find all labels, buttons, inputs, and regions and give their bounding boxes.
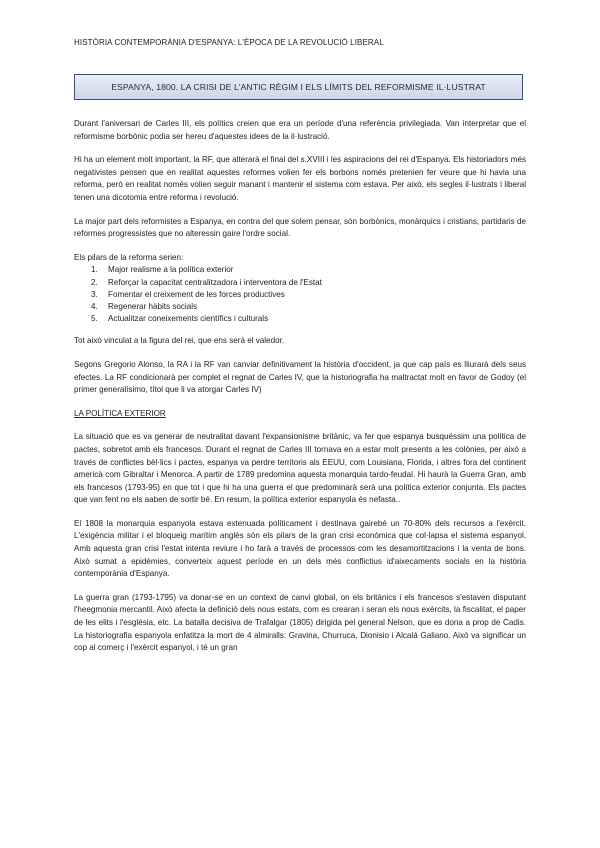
paragraph-5: Tot això vinculat a la figura del rei, que ens serà el valedor. [74,336,285,346]
paragraph-6: Segons Gregorio Alonso, la RA i la RF van canviar definitivament la història d'occident, ja que cap país es lliurarà dels seus efectes. La RF condicionarà per complet el regnat de Carles IV, que la historiografia ha maltractat molt en favor de Godoy (el primer generalísimo, títol que li va atorgar Carles IV) [74,359,526,395]
paragraph-4: Els pilars de la reforma serien: [74,252,184,262]
paragraph-9: La guerra gran (1793-1795) va donar-se en un context de canvi global, on els britànics i els francesos s'estaven disputant l'heegmonia mercantil. Això afecta la definició dels nous estats, com es crearan i seran els nous exèrcits, la fiscalitat, el paper de les elits i l'església, etc. La batalla decisiva de Trafalgar (1805) dirigida pel general Nelson, que es dona a prop de Cadis. La historiografia espanyola enfatitza la mort de 4 almiralls: Gravina, Churruca, Dionisio i Alcalá Galiano. Això va significar un cop al comerç i l'exèrcit espanyol, i té un gran [74,592,526,653]
list-item: 4. Regenerar hàbits socials [100,301,526,313]
paragraph-8: El 1808 la monarquia espanyola estava extenuada políticament i destinava gairebé un 70-80% dels recursos a l'exèrcit. L'exigència militar i el bloqueig marítim anglès són els pilars de la gran crisi econòmica que col·lapsa el sistema espanyol. Amb aquesta gran crisi l'estat intenta reviure i ho farà a través de processos com les desamortitzacions i la venta de bons. Això sumat a epidèmies, converteix aquest període en un dels més conflictius id'aixecaments socials en la història contemporània d'Espanya. [74,518,526,579]
list-item: 5. Actualitzar coneixements científics i culturals [100,313,526,325]
section-heading: LA POLÍTICA EXTERIOR [74,408,166,418]
paragraph-1: Durant l'aniversari de Carles III, els polítics creien que era un període d'una referència privilegiada. Van interpretar que el reformisme borbònic podia ser hereu d'aquestes idees de la il·lustració. [74,119,526,141]
paragraph-7: La situació que es va generar de neutralitat davant l'expansionisme britànic, va fer que espanya busquéssim una política de pactes, sobretot amb els francesos. Durant el regnat de Carles III tornava en a estar molt presents a les colònies, per això a través de conflictes bèl·lics i pactes, espanya va perdre territoris als EEUU, com Louisiana, Florida, i altres fora del continent americà com Gibraltar i Menorca. A partir de 1789 predomina aquesta monarquia tardo-feudal. Hi haurà la Guerra Gran, amb els francesos (1793-95) en que tot i que hi ha una guerra el que predominarà serà una política exterior conjunta. Els pactes que van fent no els aaben de sortir bé. En resum, la política exterior espanyola és nefasta.. [74,432,526,505]
paragraph-3: La major part dels reformistes a Espanya, en contra del que solem pensar, són borbònics, monàrquics i cristians, partidaris de reformes progressistes que no alteressin gaire l'ordre social. [74,216,526,239]
list-item: 1. Major realisme a la política exterior [100,264,526,276]
title-box [74,74,523,100]
document-body [74,118,526,655]
paragraph-2: Hi ha un element molt important, la RF, que alterarà el final del s.XVIII i les aspiracions del rei d'Espanya. Els historiadors més negativistes pensen que en realitat aquestes reformes volien fer els borbons només pretenien fer veure que hi havia una reforma, però en realitat només volien seguir manant i mantenir el sistema com estava. Per això, els segles il·lustrats i liberal tenen una dicotomia entre reforma i revolució. [74,155,526,202]
document-title: ESPANYA, 1800. LA CRISI DE L'ANTIC RÈGIM I ELS LÍMITS DEL REFORMISME IL·LUSTRAT [111,82,486,92]
list-item: 2. Reforçar la capacitat centralitzadora i interventora de l'Estat [100,277,526,289]
pillars-list [74,264,526,325]
list-item: 3. Fomentar el creixement de les forces productives [100,289,526,301]
running-header: HISTÒRIA CONTEMPORÀNIA D'ESPANYA: L'ÈPOCA DE LA REVOLUCIÓ LIBERAL [74,38,384,47]
